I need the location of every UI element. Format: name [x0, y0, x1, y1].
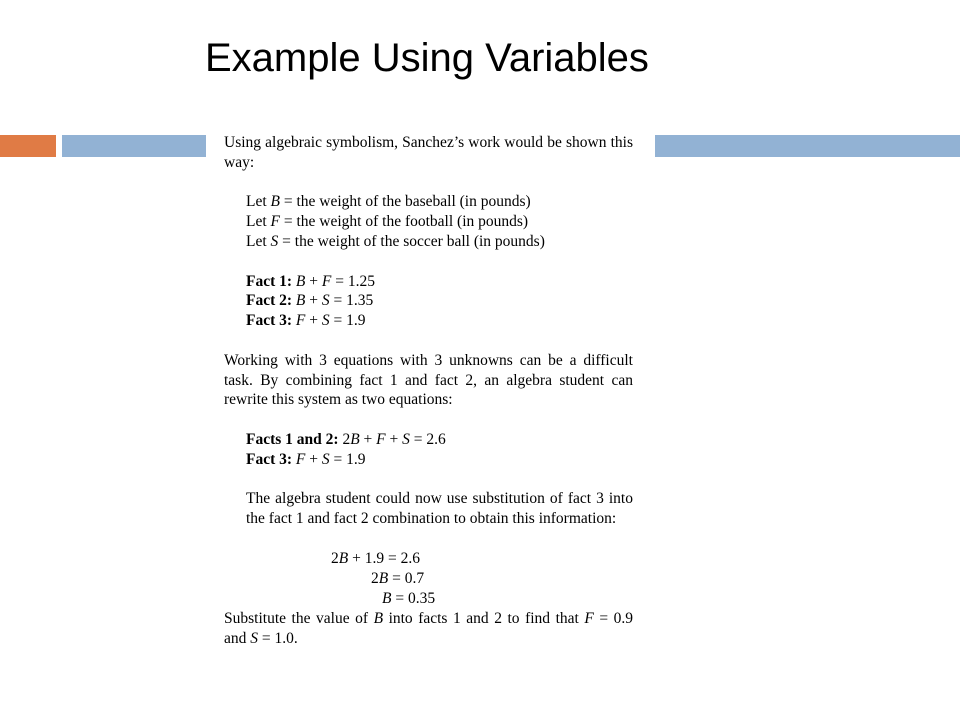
let-line-football: Let F = the weight of the football (in pounds) [246, 213, 529, 231]
intro-paragraph: Using algebraic symbolism, Sanchez’s work would be shown this way: [224, 134, 633, 171]
solve-step-1: 2B + 1.9 = 2.6 [331, 549, 420, 567]
accent-bar-orange [0, 135, 56, 157]
let-line-soccer: Let S = the weight of the soccer ball (in pounds) [246, 232, 545, 250]
combine-paragraph: Working with 3 equations with 3 unknowns can be a difficult task. By combining fact 1 and fact 2, an algebra student can rewrite this system as two equations: [224, 351, 633, 409]
conclusion-paragraph: Substitute the value of B into facts 1 and 2 to find that F = 0.9 and S = 1.0. [224, 609, 633, 647]
solution-steps [224, 549, 633, 609]
fact-3-repeat: Fact 3: F + S = 1.9 [246, 450, 366, 468]
combined-facts-equation: Facts 1 and 2: 2B + F + S = 2.6 [246, 430, 446, 448]
document-excerpt [224, 133, 633, 648]
slide-title: Example Using Variables [205, 36, 649, 80]
solve-step-3: B = 0.35 [382, 589, 436, 607]
facts-list [224, 272, 633, 331]
combined-equations [224, 430, 633, 470]
let-line-baseball: Let B = the weight of the baseball (in pounds) [246, 193, 531, 211]
fact-1: Fact 1: B + F = 1.25 [246, 272, 375, 290]
accent-bar-blue-right [655, 135, 960, 157]
solve-step-2: 2B = 0.7 [371, 569, 425, 587]
substitution-paragraph: The algebra student could now use substitution of fact 3 into the fact 1 and fact 2 combination to obtain this information: [246, 490, 633, 528]
accent-bar-blue-left [62, 135, 206, 157]
variable-definitions [224, 192, 633, 251]
fact-3: Fact 3: F + S = 1.9 [246, 312, 366, 330]
fact-2: Fact 2: B + S = 1.35 [246, 292, 374, 310]
